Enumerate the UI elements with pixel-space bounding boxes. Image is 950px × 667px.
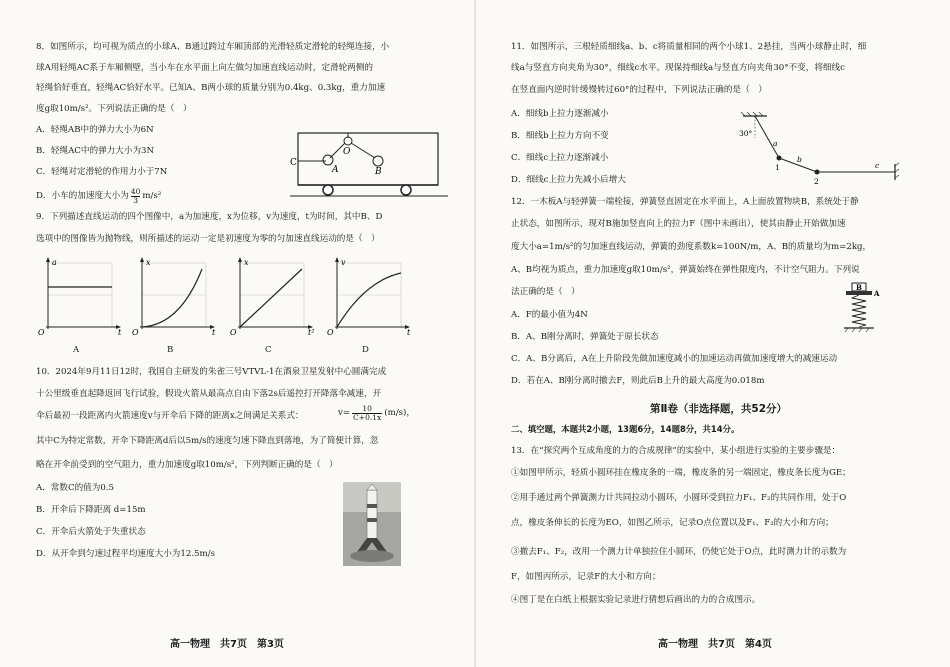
q11-option-a: A．细线b上拉力逐渐减小 [511, 109, 609, 119]
q9-line-2: 选项中的图像皆为抛物线，则所描述的运动一定是初速度为零的匀加速直线运动的是（ ） [36, 234, 380, 244]
q12-line-2: 止状态，如图所示，现对B施加竖直向上的拉力F（图中未画出），使其由静止开始做加速 [511, 219, 846, 229]
q10-formula-num: 10 [362, 404, 372, 413]
graph-a [36, 255, 131, 335]
q10-option-b: B．开伞后下降距离 d=15m [36, 505, 146, 515]
graph-b-label: B [167, 345, 174, 355]
graph-d-y-arrow [335, 257, 339, 262]
graph-a-label: A [73, 345, 80, 355]
q8-fraction [131, 188, 141, 204]
label-c-string: c [875, 161, 880, 170]
q12-line-4: A、B均视为质点，重力加速度g取10m/s²，弹簧始终在弹性限度内，不计空气阻力。下列说 [511, 265, 860, 275]
graph-c-x-label: t² [308, 328, 315, 335]
q13-line-1: 13．在“探究两个互成角度的力的合成规律”的实验中，某小组进行实验的主要步骤是： [511, 446, 841, 456]
label-a-string: a [773, 139, 778, 148]
q11-option-d: D．细线c上拉力先减小后增大 [511, 175, 626, 185]
ball-2 [815, 170, 820, 175]
q8-line-3: 轻绳恰好垂直，轻绳AC恰好水平。已知A、B两小球的质量分别为0.4kg、0.3kg，重力加速 [36, 83, 386, 93]
pulley [344, 137, 352, 145]
q10-formula-unit: (m/s)， [384, 408, 416, 419]
rocket-band-2 [367, 518, 377, 522]
graph-d-label: D [362, 345, 369, 355]
wheel-right [401, 185, 411, 195]
q12-option-a: A．F的最小值为4N [511, 310, 588, 320]
label-ball-2: 2 [814, 177, 819, 186]
q11-line-3: 在竖直面内逆时针缓慢转过60°的过程中，下列说法正确的是（ ） [511, 85, 767, 95]
q8-line-1: 8．如图所示，均可视为质点的小球A、B通过跨过车厢顶部的光滑轻质定滑轮的轻绳连接，小 [36, 42, 390, 52]
q8-option-a: A．轻绳AB中的弹力大小为6N [36, 125, 154, 135]
q8-fraction-den: 3 [131, 196, 141, 205]
q10-option-c: C．开伞后火箭处于失重状态 [36, 527, 146, 537]
fill-blank-title: 二、填空题，本题共2小题，13题6分，14题8分，共14分。 [511, 424, 740, 434]
rocket-exhaust [350, 550, 394, 562]
q12-option-b: B．A、B刚分离时，弹簧处于原长状态 [511, 332, 659, 342]
q10-option-d: D．从开伞到匀速过程平均速度大小为12.5m/s [36, 549, 215, 559]
q10-line-2: 十公里级垂直起降返回飞行试验，假设火箭从最高点自由下落2s后遥控打开降落伞减速，开 [36, 389, 382, 399]
q8-option-b: B．轻绳AC中的弹力大小为3N [36, 146, 155, 156]
q10-formula-fraction [352, 405, 382, 422]
graph-b [130, 255, 225, 335]
q8-option-d [36, 188, 161, 204]
spring-ground-hatch-3 [859, 328, 862, 332]
graph-a-origin: O [38, 328, 45, 335]
label-b-string: b [797, 155, 802, 164]
graph-c-y-label: x [244, 258, 249, 267]
label-b: B [375, 167, 382, 177]
q12-line-5: 法正确的是（ ） [511, 287, 580, 297]
graph-b-curve [142, 269, 202, 327]
spring [852, 295, 866, 327]
section-2-title: 第Ⅱ卷（非选择题，共52分） [650, 403, 788, 415]
angle-label: 30° [739, 129, 753, 138]
string-figure [737, 108, 912, 190]
page-4 [475, 0, 950, 667]
q13-step-3: ③撤去F₁、F₂，改用一个测力计单独拉住小圆环，仍使它处于O点，此时测力计的示数为 [511, 547, 847, 557]
graph-d-curve [337, 273, 401, 327]
cart-figure [290, 128, 450, 203]
label-board-a: A [874, 289, 880, 298]
q12-option-d: D．若在A、B刚分离时撤去F，则此后B上升的最大高度为0.018m [511, 376, 765, 386]
graph-a-y-label: a [52, 258, 57, 267]
wheel-left [323, 185, 333, 195]
ball-1 [777, 156, 782, 161]
graph-a-x-label: t [118, 328, 122, 335]
graph-a-y-arrow [46, 257, 50, 262]
rocket-band-1 [367, 504, 377, 508]
ball-a [323, 155, 333, 165]
q8-option-d-prefix: D．小车的加速度大小为 [36, 190, 129, 201]
graph-b-y-label: x [146, 258, 151, 267]
spring-ground-hatch-4 [866, 328, 869, 332]
rocket-body [367, 490, 377, 540]
q8-line-4: 度g取10m/s²。下列说法正确的是（ ） [36, 104, 192, 114]
q11-line-1: 11．如图所示，三根轻质细线a、b、c将质量相同的两个小球1、2悬挂，当两小球静止时，细 [511, 42, 867, 52]
q11-option-b: B．细线b上拉力方向不变 [511, 131, 609, 141]
q10-line-3: 伞后最初一段距离内火箭速度v与开伞后下降的距离x之间满足关系式： [36, 411, 304, 421]
q13-step-2-cont: 点，橡皮条伸长的长度为EO，如图乙所示，记录O点位置以及F₁、F₂的大小和方向； [511, 518, 834, 528]
label-c: C [290, 158, 297, 168]
graph-b-y-arrow [140, 257, 144, 262]
label-o: O [343, 147, 351, 157]
q13-step-4: ④图丁是在白纸上根据实验记录进行猜想后画出的力的合成图示。 [511, 595, 761, 605]
graph-c-origin: O [230, 328, 237, 335]
q8-line-2: 球A用轻绳AC系于车厢侧壁，当小车在水平面上向左做匀加速直线运动时，定滑轮两侧的 [36, 63, 373, 73]
graph-c [228, 255, 323, 335]
graph-c-y-arrow [238, 257, 242, 262]
rocket-photo [343, 482, 401, 566]
string-a [755, 116, 779, 158]
q10-line-1: 10．2024年9月11日12时，我国自主研发的朱雀三号VTVL-1在酒泉卫星发射中心圆满完成 [36, 367, 387, 377]
spring-figure [840, 281, 900, 339]
q13-step-1: ①如图甲所示，轻质小圆环挂在橡皮条的一端，橡皮条的另一端固定，橡皮条长度为GE； [511, 468, 851, 478]
q11-option-c: C．细线c上拉力逐渐减小 [511, 153, 609, 163]
q12-line-3: 度大小a=1m/s²的匀加速直线运动，弹簧的劲度系数k=100N/m，A、B的质量均为m=2kg， [511, 242, 872, 252]
q9-line-1: 9．下列描述直线运动的四个图像中，a为加速度，x为位移，v为速度，t为时间，其中B、D [36, 212, 383, 222]
footer-page-3: 高一物理 共7页 第3页 [170, 639, 284, 650]
spring-ground-hatch-1 [845, 328, 848, 332]
q10-line-4: 其中C为特定常数，开伞下降距离d后以5m/s的速度匀速下降直到落地，为了简便计算，忽 [36, 436, 379, 446]
ball-b [373, 156, 383, 166]
label-ball-1: 1 [775, 163, 780, 172]
graph-d-y-label: v [341, 258, 346, 267]
graph-c-curve [240, 269, 302, 327]
q12-option-c: C．A、B分离后，A在上升阶段先做加速度减小的加速运动再做加速度增大的减速运动 [511, 354, 838, 364]
graph-b-x-label: t [212, 328, 216, 335]
graph-c-label: C [265, 345, 272, 355]
spring-ground-hatch-2 [852, 328, 855, 332]
q13-step-2: ②用手通过两个弹簧测力计共同拉动小圆环，小圆环受到拉力F₁、F₂的共同作用，处于O [511, 493, 847, 503]
graph-d-origin: O [327, 328, 334, 335]
q11-line-2: 线a与竖直方向夹角为30°，细线c水平。现保持细线a与竖直方向夹角30°不变，将细线c [511, 63, 845, 73]
q8-option-c: C．轻绳对定滑轮的作用力小于7N [36, 167, 168, 177]
label-a: A [332, 165, 339, 175]
q12-line-1: 12．一木板A与轻弹簧一端栓接，弹簧竖直固定在水平面上，A上面放置物块B，系统处于静 [511, 197, 859, 207]
q10-line-5: 略在开伞前受到的空气阻力，重力加速度g取10m/s²，下列判断正确的是（ ） [36, 460, 338, 470]
q8-option-d-unit: m/s² [142, 190, 162, 201]
q10-formula-den: C+0.1x [353, 412, 382, 422]
graph-b-origin: O [132, 328, 139, 335]
cart-body [298, 133, 438, 185]
rope-ob [351, 143, 375, 158]
q8-fraction-num: 40 [130, 187, 141, 196]
label-block-b: B [856, 283, 862, 292]
q10-formula [338, 405, 415, 422]
q10-option-a: A．常数C的值为0.5 [36, 483, 115, 493]
footer-page-4: 高一物理 共7页 第4页 [658, 639, 772, 650]
graph-d-x-label: t [407, 328, 411, 335]
q13-step-3-cont: F，如图丙所示，记录F的大小和方向； [511, 572, 661, 582]
graph-d [325, 255, 420, 335]
q10-formula-lhs: v= [338, 408, 351, 419]
